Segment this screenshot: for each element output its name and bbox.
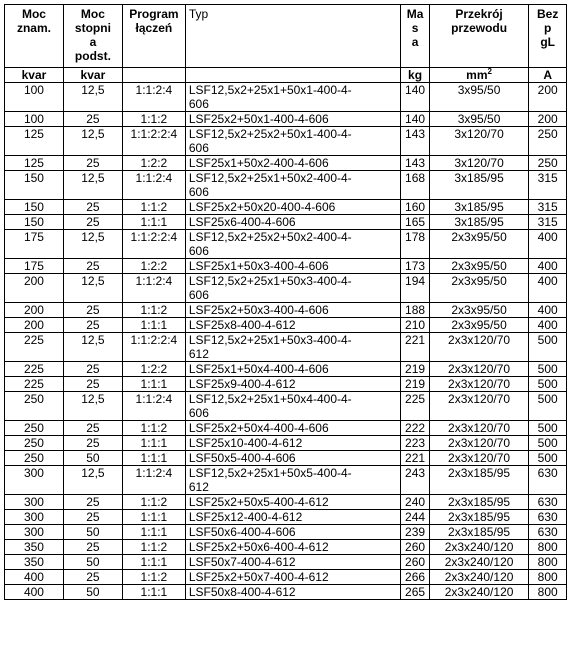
table-row [5, 112, 567, 127]
cell-moc-stopni: 25 [63, 421, 122, 436]
cell-przekroj: 2x3x120/70 [429, 436, 529, 451]
cell-typ: LSF25x1+50x4-400-4-606 [185, 362, 400, 377]
cell-przekroj: 2x3x240/120 [429, 540, 529, 555]
cell-moc-znam: 350 [5, 555, 64, 570]
cell-masa: 165 [401, 215, 429, 230]
cell-moc-znam: 350 [5, 540, 64, 555]
cell-program: 1:1:2:4 [122, 274, 185, 303]
cell-bez: 500 [529, 362, 567, 377]
cell-przekroj: 3x95/50 [429, 112, 529, 127]
cell-przekroj: 2x3x240/120 [429, 555, 529, 570]
cell-moc-stopni: 25 [63, 259, 122, 274]
cell-bez: 400 [529, 259, 567, 274]
cell-moc-stopni: 25 [63, 112, 122, 127]
cell-moc-stopni: 50 [63, 585, 122, 600]
cell-bez: 400 [529, 274, 567, 303]
unit-przekroj-sup: 2 [487, 67, 492, 76]
cell-przekroj: 2x3x120/70 [429, 333, 529, 362]
cell-program: 1:1:1 [122, 377, 185, 392]
cell-program: 1:2:2 [122, 156, 185, 171]
cell-moc-znam: 150 [5, 171, 64, 200]
cell-przekroj: 2x3x95/50 [429, 274, 529, 303]
cell-masa: 223 [401, 436, 429, 451]
cell-moc-stopni: 12,5 [63, 392, 122, 421]
cell-przekroj: 2x3x185/95 [429, 525, 529, 540]
cell-moc-znam: 250 [5, 436, 64, 451]
cell-moc-stopni: 12,5 [63, 466, 122, 495]
cell-masa: 210 [401, 318, 429, 333]
cell-moc-znam: 400 [5, 570, 64, 585]
cell-przekroj: 3x185/95 [429, 171, 529, 200]
cell-typ: LSF25x2+50x1-400-4-606 [185, 112, 400, 127]
cell-program: 1:1:2 [122, 495, 185, 510]
col-header-moc-stopni: Moc stopni a podst. [63, 5, 122, 68]
cell-przekroj: 2x3x120/70 [429, 392, 529, 421]
cell-moc-znam: 100 [5, 112, 64, 127]
cell-masa: 219 [401, 362, 429, 377]
cell-bez: 500 [529, 377, 567, 392]
cell-masa: 160 [401, 200, 429, 215]
cell-program: 1:1:2 [122, 112, 185, 127]
cell-masa: 239 [401, 525, 429, 540]
table-row [5, 318, 567, 333]
cell-typ: LSF12,5x2+25x2+50x1-400-4- 606 [185, 127, 400, 156]
cell-typ: LSF25x9-400-4-612 [185, 377, 400, 392]
cell-bez: 800 [529, 540, 567, 555]
table-row [5, 525, 567, 540]
cell-program: 1:1:2:4 [122, 171, 185, 200]
cell-masa: 178 [401, 230, 429, 259]
table-row [5, 585, 567, 600]
cell-moc-stopni: 25 [63, 200, 122, 215]
cell-przekroj: 2x3x240/120 [429, 570, 529, 585]
cell-typ: LSF12,5x2+25x1+50x4-400-4- 606 [185, 392, 400, 421]
cell-typ: LSF25x12-400-4-612 [185, 510, 400, 525]
cell-program: 1:1:2 [122, 421, 185, 436]
cell-typ: LSF25x6-400-4-606 [185, 215, 400, 230]
cell-moc-znam: 300 [5, 495, 64, 510]
cell-masa: 225 [401, 392, 429, 421]
cell-program: 1:1:1 [122, 436, 185, 451]
cell-program: 1:2:2 [122, 362, 185, 377]
cell-bez: 400 [529, 318, 567, 333]
cell-moc-stopni: 12,5 [63, 127, 122, 156]
cell-moc-znam: 250 [5, 392, 64, 421]
cell-program: 1:1:2:4 [122, 392, 185, 421]
table-row [5, 392, 567, 421]
cell-program: 1:1:2 [122, 200, 185, 215]
cell-typ: LSF25x2+50x6-400-4-612 [185, 540, 400, 555]
cell-bez: 500 [529, 392, 567, 421]
cell-moc-stopni: 25 [63, 303, 122, 318]
cell-bez: 315 [529, 215, 567, 230]
cell-program: 1:1:2:4 [122, 466, 185, 495]
unit-przekroj-base: mm [466, 68, 488, 82]
cell-moc-znam: 300 [5, 466, 64, 495]
cell-masa: 173 [401, 259, 429, 274]
cell-przekroj: 2x3x95/50 [429, 230, 529, 259]
cell-moc-stopni: 12,5 [63, 230, 122, 259]
cell-program: 1:1:1 [122, 585, 185, 600]
table-row [5, 510, 567, 525]
table-row [5, 570, 567, 585]
cell-program: 1:2:2 [122, 259, 185, 274]
col-header-program: Program łączeń [122, 5, 185, 68]
table-row [5, 466, 567, 495]
cell-program: 1:1:2 [122, 540, 185, 555]
cell-typ: LSF25x2+50x3-400-4-606 [185, 303, 400, 318]
table-row [5, 362, 567, 377]
cell-typ: LSF25x2+50x4-400-4-606 [185, 421, 400, 436]
cell-bez: 630 [529, 495, 567, 510]
cell-typ: LSF12,5x2+25x1+50x5-400-4- 612 [185, 466, 400, 495]
cell-bez: 500 [529, 333, 567, 362]
col-header-przekroj: Przekrój przewodu [429, 5, 529, 68]
cell-masa: 244 [401, 510, 429, 525]
cell-typ: LSF25x10-400-4-612 [185, 436, 400, 451]
cell-moc-znam: 225 [5, 333, 64, 362]
cell-moc-znam: 225 [5, 377, 64, 392]
cell-program: 1:1:1 [122, 215, 185, 230]
table-row [5, 495, 567, 510]
cell-bez: 500 [529, 451, 567, 466]
cell-moc-stopni: 25 [63, 510, 122, 525]
unit-masa: kg [401, 68, 429, 83]
table-row [5, 303, 567, 318]
col-header-bez: Bez p gL [529, 5, 567, 68]
cell-przekroj: 2x3x185/95 [429, 495, 529, 510]
unit-moc-znam: kvar [5, 68, 64, 83]
cell-moc-stopni: 50 [63, 525, 122, 540]
cell-bez: 400 [529, 230, 567, 259]
cell-typ: LSF50x8-400-4-612 [185, 585, 400, 600]
cell-masa: 194 [401, 274, 429, 303]
cell-masa: 222 [401, 421, 429, 436]
cell-moc-znam: 200 [5, 318, 64, 333]
cell-masa: 219 [401, 377, 429, 392]
cell-masa: 265 [401, 585, 429, 600]
cell-moc-znam: 250 [5, 421, 64, 436]
cell-moc-stopni: 25 [63, 540, 122, 555]
cell-przekroj: 3x120/70 [429, 156, 529, 171]
cell-moc-stopni: 50 [63, 555, 122, 570]
table-row [5, 333, 567, 362]
cell-bez: 250 [529, 127, 567, 156]
cell-program: 1:1:2 [122, 303, 185, 318]
cell-moc-stopni: 25 [63, 436, 122, 451]
unit-przekroj [429, 68, 529, 83]
cell-przekroj: 2x3x120/70 [429, 451, 529, 466]
table-body [5, 83, 567, 600]
cell-typ: LSF12,5x2+25x1+50x2-400-4- 606 [185, 171, 400, 200]
table-row [5, 83, 567, 112]
cell-moc-stopni: 25 [63, 362, 122, 377]
table-row [5, 127, 567, 156]
cell-masa: 188 [401, 303, 429, 318]
cell-typ: LSF25x2+50x7-400-4-612 [185, 570, 400, 585]
cell-typ: LSF25x1+50x3-400-4-606 [185, 259, 400, 274]
cell-bez: 630 [529, 525, 567, 540]
unit-row [5, 68, 567, 83]
cell-typ: LSF50x5-400-4-606 [185, 451, 400, 466]
cell-typ: LSF12,5x2+25x2+50x2-400-4- 606 [185, 230, 400, 259]
cell-moc-znam: 125 [5, 156, 64, 171]
cell-przekroj: 2x3x95/50 [429, 318, 529, 333]
cell-przekroj: 3x185/95 [429, 200, 529, 215]
table-row [5, 156, 567, 171]
table-row [5, 259, 567, 274]
cell-przekroj: 2x3x240/120 [429, 585, 529, 600]
cell-moc-znam: 300 [5, 525, 64, 540]
cell-moc-znam: 200 [5, 274, 64, 303]
cell-przekroj: 2x3x185/95 [429, 510, 529, 525]
cell-moc-znam: 125 [5, 127, 64, 156]
cell-moc-stopni: 12,5 [63, 274, 122, 303]
cell-masa: 260 [401, 555, 429, 570]
table-header [5, 5, 567, 83]
cell-program: 1:1:1 [122, 451, 185, 466]
cell-moc-znam: 225 [5, 362, 64, 377]
table-row [5, 274, 567, 303]
cell-moc-znam: 300 [5, 510, 64, 525]
cell-przekroj: 2x3x120/70 [429, 421, 529, 436]
cell-bez: 800 [529, 585, 567, 600]
cell-masa: 240 [401, 495, 429, 510]
cell-moc-znam: 150 [5, 215, 64, 230]
cell-typ: LSF25x1+50x2-400-4-606 [185, 156, 400, 171]
table-row [5, 540, 567, 555]
cell-moc-stopni: 25 [63, 495, 122, 510]
cell-bez: 500 [529, 436, 567, 451]
cell-program: 1:1:1 [122, 318, 185, 333]
cell-przekroj: 2x3x120/70 [429, 377, 529, 392]
cell-moc-stopni: 50 [63, 451, 122, 466]
cell-masa: 266 [401, 570, 429, 585]
col-header-masa: Ma s a [401, 5, 429, 68]
header-row [5, 5, 567, 68]
cell-typ: LSF25x2+50x5-400-4-612 [185, 495, 400, 510]
cell-przekroj: 2x3x95/50 [429, 303, 529, 318]
cell-typ: LSF25x2+50x20-400-4-606 [185, 200, 400, 215]
cell-moc-stopni: 25 [63, 215, 122, 230]
cell-bez: 200 [529, 83, 567, 112]
cell-przekroj: 2x3x185/95 [429, 466, 529, 495]
cell-bez: 800 [529, 555, 567, 570]
capacitor-bank-table [4, 4, 567, 600]
cell-masa: 221 [401, 333, 429, 362]
table-row [5, 200, 567, 215]
cell-bez: 500 [529, 421, 567, 436]
cell-masa: 260 [401, 540, 429, 555]
cell-typ: LSF12,5x2+25x1+50x3-400-4- 612 [185, 333, 400, 362]
cell-masa: 143 [401, 127, 429, 156]
cell-program: 1:1:2:2:4 [122, 230, 185, 259]
cell-typ: LSF25x8-400-4-612 [185, 318, 400, 333]
cell-program: 1:1:1 [122, 555, 185, 570]
cell-moc-stopni: 12,5 [63, 83, 122, 112]
cell-program: 1:1:2:2:4 [122, 127, 185, 156]
cell-masa: 168 [401, 171, 429, 200]
cell-przekroj: 2x3x120/70 [429, 362, 529, 377]
table-row [5, 230, 567, 259]
cell-bez: 400 [529, 303, 567, 318]
cell-moc-znam: 150 [5, 200, 64, 215]
cell-przekroj: 3x120/70 [429, 127, 529, 156]
cell-moc-znam: 175 [5, 259, 64, 274]
col-header-moc-znam: Moc znam. [5, 5, 64, 68]
table-row [5, 215, 567, 230]
cell-moc-stopni: 25 [63, 377, 122, 392]
table-row [5, 555, 567, 570]
cell-przekroj: 3x185/95 [429, 215, 529, 230]
cell-masa: 243 [401, 466, 429, 495]
cell-typ: LSF50x7-400-4-612 [185, 555, 400, 570]
cell-bez: 200 [529, 112, 567, 127]
table-row [5, 451, 567, 466]
unit-program [122, 68, 185, 83]
cell-bez: 630 [529, 510, 567, 525]
cell-bez: 250 [529, 156, 567, 171]
cell-typ: LSF12,5x2+25x1+50x1-400-4- 606 [185, 83, 400, 112]
cell-moc-stopni: 12,5 [63, 333, 122, 362]
unit-bez: A [529, 68, 567, 83]
cell-moc-znam: 175 [5, 230, 64, 259]
col-header-typ: Typ [185, 5, 400, 68]
cell-program: 1:1:2:4 [122, 83, 185, 112]
cell-program: 1:1:1 [122, 525, 185, 540]
cell-masa: 140 [401, 83, 429, 112]
cell-moc-stopni: 25 [63, 318, 122, 333]
cell-typ: LSF50x6-400-4-606 [185, 525, 400, 540]
cell-program: 1:1:2:2:4 [122, 333, 185, 362]
cell-moc-znam: 100 [5, 83, 64, 112]
cell-bez: 315 [529, 171, 567, 200]
cell-moc-stopni: 25 [63, 156, 122, 171]
cell-bez: 315 [529, 200, 567, 215]
table-row [5, 377, 567, 392]
cell-bez: 630 [529, 466, 567, 495]
cell-masa: 143 [401, 156, 429, 171]
cell-przekroj: 3x95/50 [429, 83, 529, 112]
cell-program: 1:1:1 [122, 510, 185, 525]
unit-moc-stopni: kvar [63, 68, 122, 83]
table-row [5, 171, 567, 200]
cell-typ: LSF12,5x2+25x1+50x3-400-4- 606 [185, 274, 400, 303]
cell-masa: 221 [401, 451, 429, 466]
cell-moc-stopni: 25 [63, 570, 122, 585]
cell-bez: 800 [529, 570, 567, 585]
cell-program: 1:1:2 [122, 570, 185, 585]
cell-moc-stopni: 12,5 [63, 171, 122, 200]
cell-moc-znam: 250 [5, 451, 64, 466]
cell-moc-znam: 200 [5, 303, 64, 318]
table-row [5, 421, 567, 436]
table-row [5, 436, 567, 451]
cell-przekroj: 2x3x95/50 [429, 259, 529, 274]
cell-moc-znam: 400 [5, 585, 64, 600]
unit-typ [185, 68, 400, 83]
cell-masa: 140 [401, 112, 429, 127]
